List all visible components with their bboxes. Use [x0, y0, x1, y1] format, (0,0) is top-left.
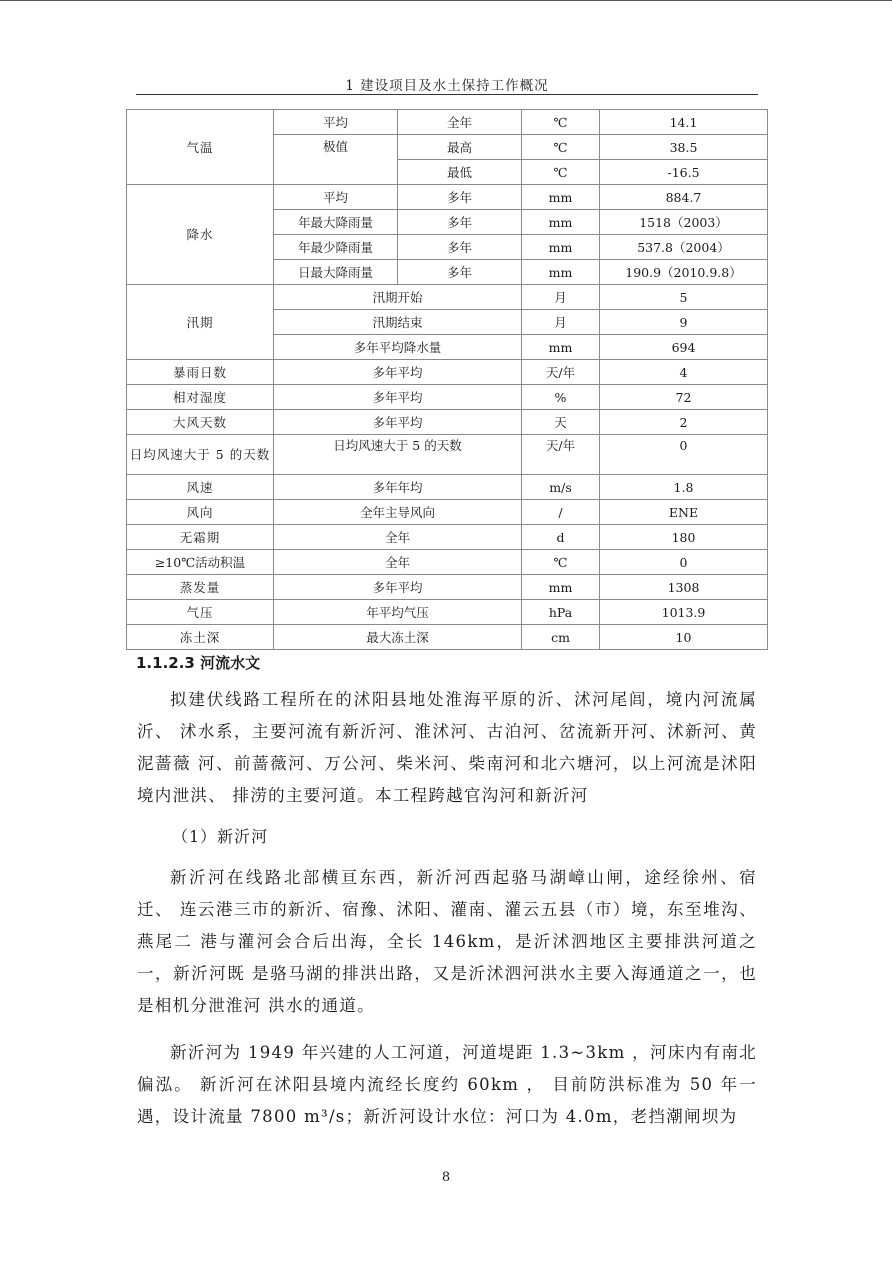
table-cell: 汛期开始 — [274, 285, 522, 310]
table-cell: ℃ — [522, 110, 600, 135]
table-row — [127, 185, 768, 210]
table-cell: ℃ — [522, 135, 600, 160]
table-cell: 10 — [600, 625, 768, 650]
row-label: 风速 — [127, 475, 274, 500]
table-cell: / — [522, 500, 600, 525]
table-cell: m/s — [522, 475, 600, 500]
running-header: 1 建设项目及水土保持工作概况 — [345, 78, 549, 94]
table-cell: ℃ — [522, 550, 600, 575]
table-cell: ENE — [600, 500, 768, 525]
header-rule — [136, 94, 758, 95]
table-cell: 多年平均降水量 — [274, 335, 522, 360]
body-paragraph: 新沂河为 1949 年兴建的人工河道，河道堤距 1.3~3km ，河床内有南北偏泓。 新沂河在沭阳县境内流经长度约 60km ， 目前防洪标准为 50 年一遇，设计流量 7800 m³/s；新沂河设计水位：河口为 4.0m，老挡潮闸坝为 — [137, 1043, 757, 1126]
table-cell: 0 — [600, 435, 768, 475]
table-cell: % — [522, 385, 600, 410]
table-cell: 190.9（2010.9.8） — [600, 260, 768, 285]
table-cell: 年最少降雨量 — [274, 235, 398, 260]
table-cell: 多年 — [398, 210, 522, 235]
table-row — [127, 475, 768, 500]
section-heading: 1.1.2.3 河流水文 — [136, 654, 261, 672]
table-cell: 极值 — [274, 135, 398, 185]
table-cell: 月 — [522, 285, 600, 310]
table-cell: 5 — [600, 285, 768, 310]
row-label: 大风天数 — [127, 410, 274, 435]
page-number: 8 — [441, 1170, 451, 1185]
table-row — [127, 385, 768, 410]
row-label: 气压 — [127, 600, 274, 625]
table-cell: 年最大降雨量 — [274, 210, 398, 235]
row-label: ≥10℃活动积温 — [127, 550, 274, 575]
table-row — [127, 550, 768, 575]
table-cell: 汛期结束 — [274, 310, 522, 335]
row-label: 冻土深 — [127, 625, 274, 650]
table-cell: 2 — [600, 410, 768, 435]
table-cell: 天 — [522, 410, 600, 435]
table-row — [127, 600, 768, 625]
table-cell: 全年 — [398, 110, 522, 135]
table-cell: 694 — [600, 335, 768, 360]
table-cell: mm — [522, 235, 600, 260]
table-cell: cm — [522, 625, 600, 650]
table-cell: 多年平均 — [274, 385, 522, 410]
table-cell: 平均 — [274, 110, 398, 135]
subsection-heading: （1）新沂河 — [172, 827, 269, 846]
table-cell: 天/年 — [522, 360, 600, 385]
table-cell: mm — [522, 575, 600, 600]
table-cell: 最高 — [398, 135, 522, 160]
table-cell: mm — [522, 335, 600, 360]
table-cell: 最低 — [398, 160, 522, 185]
meteorology-table — [126, 109, 768, 650]
table-row — [127, 525, 768, 550]
table-cell: 多年 — [398, 235, 522, 260]
row-label: 日均风速大于 5 的天数 — [127, 435, 274, 475]
table-row — [127, 500, 768, 525]
top-border-line — [0, 0, 892, 1]
table-cell: 全年 — [274, 550, 522, 575]
table-cell: 180 — [600, 525, 768, 550]
table-row — [127, 625, 768, 650]
table-cell: 1013.9 — [600, 600, 768, 625]
table-cell: 14.1 — [600, 110, 768, 135]
table-row — [127, 435, 768, 475]
table-cell: hPa — [522, 600, 600, 625]
table-cell: 9 — [600, 310, 768, 335]
table-cell: 多年 — [398, 260, 522, 285]
table-cell: 72 — [600, 385, 768, 410]
table-cell: 天/年 — [522, 435, 600, 475]
row-label-flood: 汛期 — [127, 285, 274, 360]
table-cell: mm — [522, 210, 600, 235]
row-label: 蒸发量 — [127, 575, 274, 600]
table-cell: 全年 — [274, 525, 522, 550]
row-label: 风向 — [127, 500, 274, 525]
table-cell: 38.5 — [600, 135, 768, 160]
table-cell: 日最大降雨量 — [274, 260, 398, 285]
table-cell: 多年平均 — [274, 575, 522, 600]
body-paragraph: 拟建伏线路工程所在的沭阳县地处淮海平原的沂、沭河尾闾，境内河流属沂、 沭水系，主要河流有新沂河、淮沭河、古泊河、岔流新开河、沭新河、黄泥蔷薇 河、前蔷薇河、万公河、柴米河、柴南河和北六塘河，以上河流是沭阳境内泄洪、 排涝的主要河道。本工程跨越官沟河和新沂河 — [137, 690, 757, 805]
table-cell: 884.7 — [600, 185, 768, 210]
body-paragraph: 新沂河在线路北部横亘东西，新沂河西起骆马湖嶂山闸，途经徐州、宿迁、 连云港三市的新沂、宿豫、沭阳、灌南、灌云五县（市）境，东至堆沟、燕尾二 港与灌河会合后出海，全长 146km，是沂沭泗地区主要排洪河道之一，新沂河既 是骆马湖的排洪出路，又是沂沭泗河洪水主要入海通道之一，也是相机分泄淮河 洪水的通道。 — [137, 868, 757, 1015]
table-cell: 多年 — [398, 185, 522, 210]
table-cell: 1308 — [600, 575, 768, 600]
table-cell: 最大冻土深 — [274, 625, 522, 650]
table-row — [127, 410, 768, 435]
table-cell: 1.8 — [600, 475, 768, 500]
table-cell: 多年平均 — [274, 410, 522, 435]
table-cell: mm — [522, 260, 600, 285]
table-cell: -16.5 — [600, 160, 768, 185]
table-cell: mm — [522, 185, 600, 210]
row-label: 暴雨日数 — [127, 360, 274, 385]
table-row — [127, 360, 768, 385]
table-row — [127, 110, 768, 135]
table-cell: 日均风速大于 5 的天数 — [274, 435, 522, 475]
table-cell: 0 — [600, 550, 768, 575]
table-cell: 平均 — [274, 185, 398, 210]
table-cell: 多年平均 — [274, 360, 522, 385]
table-cell: d — [522, 525, 600, 550]
row-label: 无霜期 — [127, 525, 274, 550]
table-row — [127, 285, 768, 310]
table-cell: 年平均气压 — [274, 600, 522, 625]
table-cell: ℃ — [522, 160, 600, 185]
table-cell: 多年年均 — [274, 475, 522, 500]
table-row — [127, 575, 768, 600]
table-cell: 全年主导风向 — [274, 500, 522, 525]
row-label-air-temp: 气温 — [127, 110, 274, 185]
row-label-precip: 降水 — [127, 185, 274, 285]
row-label: 相对湿度 — [127, 385, 274, 410]
table-cell: 4 — [600, 360, 768, 385]
table-cell: 537.8（2004） — [600, 235, 768, 260]
table-cell: 1518（2003） — [600, 210, 768, 235]
table-cell: 月 — [522, 310, 600, 335]
